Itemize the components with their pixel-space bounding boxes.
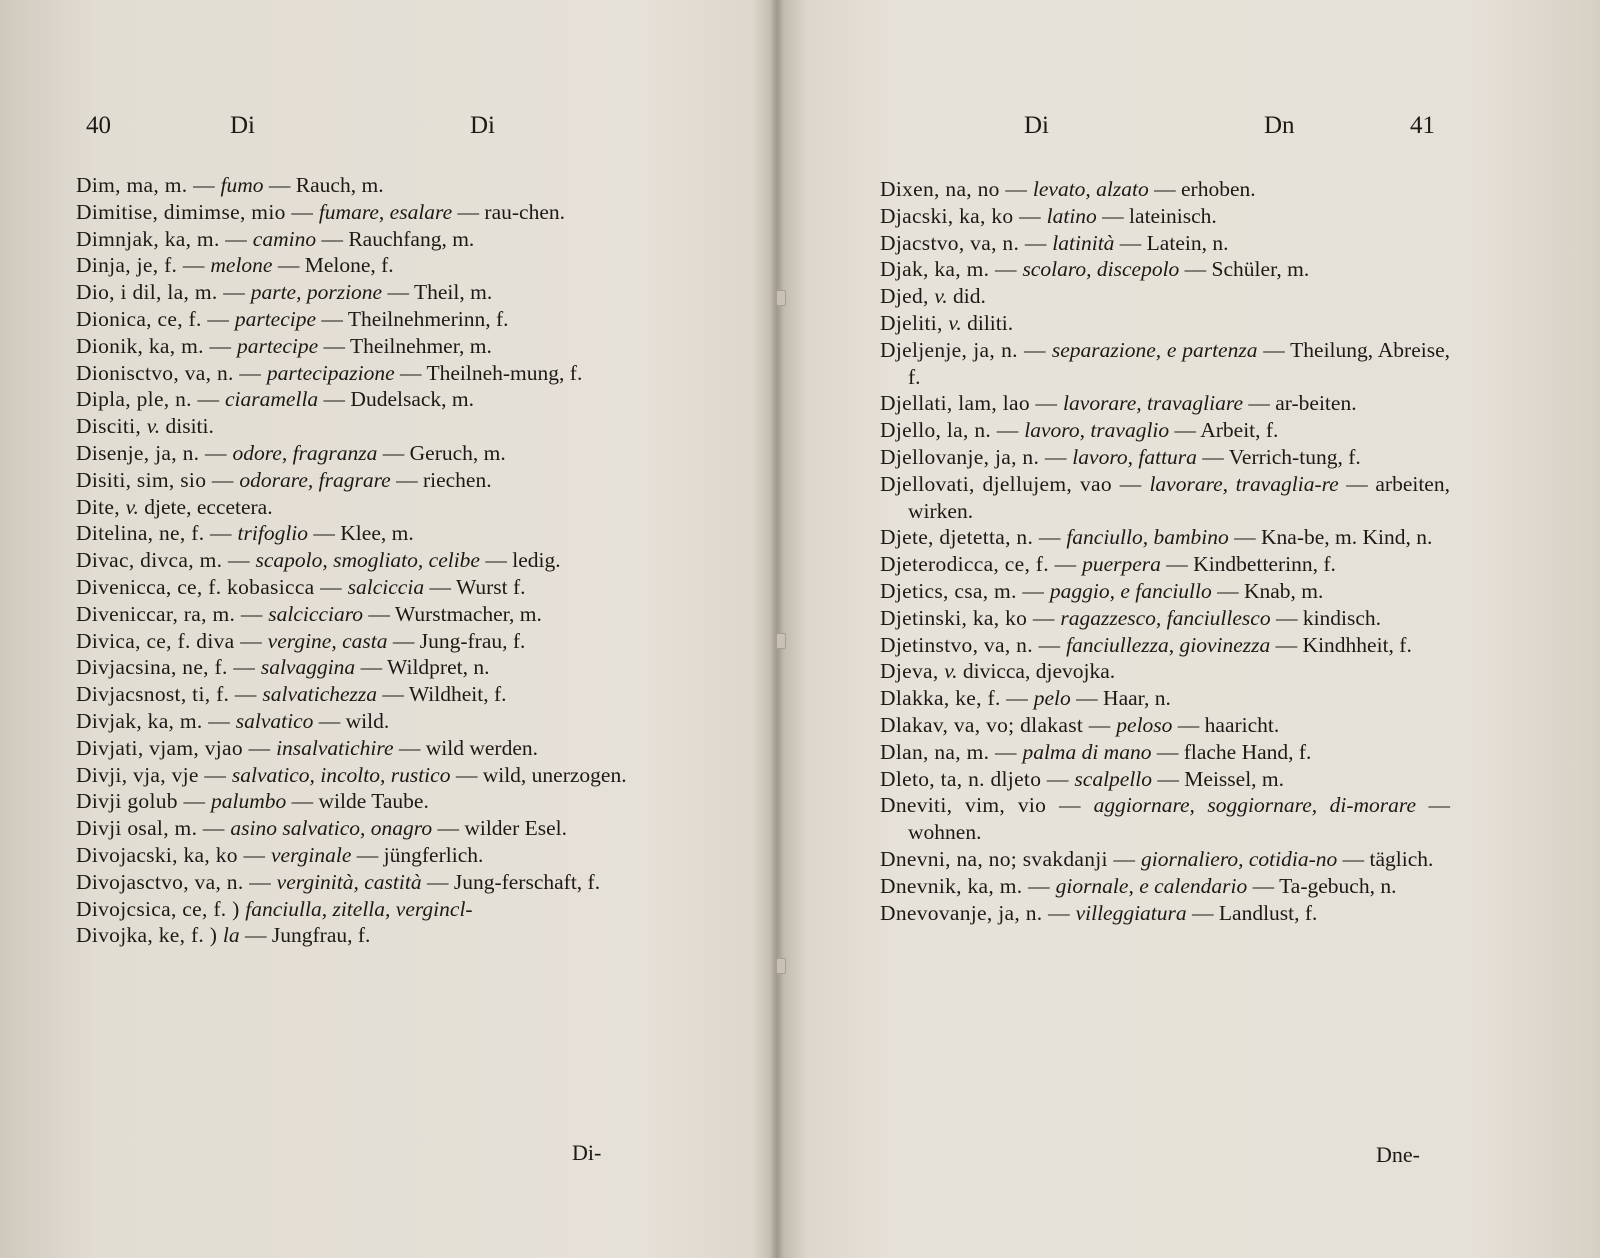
entry-headword: Dimitise, dimimse, mio — bbox=[76, 199, 319, 224]
entry-headword: Dlan, na, m. — bbox=[880, 739, 1023, 764]
dictionary-entry bbox=[880, 766, 1450, 793]
entry-german-gloss: diliti. bbox=[961, 310, 1014, 335]
catchword: Dne- bbox=[1376, 1142, 1420, 1167]
entry-headword: Djetinski, ka, ko — bbox=[880, 605, 1061, 630]
page-number: 40 bbox=[86, 112, 111, 139]
dictionary-entry bbox=[76, 494, 648, 521]
entry-headword: Djete, djetetta, n. — bbox=[880, 525, 1067, 550]
entry-headword: Dim, ma, m. — bbox=[76, 173, 221, 197]
entry-headword: Dixen, na, no — bbox=[880, 177, 1033, 201]
entry-headword: Dinja, je, f. — bbox=[76, 253, 211, 278]
entry-italian-gloss: v. bbox=[944, 659, 958, 684]
entry-italian-gloss: pelo bbox=[1033, 686, 1071, 711]
entry-headword: Disciti, bbox=[76, 414, 147, 439]
dictionary-entry bbox=[880, 658, 1450, 685]
entry-italian-gloss: puerpera bbox=[1082, 552, 1161, 577]
entry-italian-gloss: v. bbox=[125, 494, 139, 519]
dictionary-entry bbox=[76, 279, 648, 306]
entry-italian-gloss: villeggiatura bbox=[1075, 900, 1187, 925]
entry-italian-gloss: melone bbox=[210, 253, 273, 278]
entry-headword: Djellovati, djellujem, vao — bbox=[880, 471, 1150, 496]
entry-italian-gloss: v. bbox=[934, 284, 948, 309]
entry-headword: Djetics, csa, m. — bbox=[880, 578, 1050, 603]
dictionary-entry bbox=[76, 386, 648, 413]
entry-headword: Dionik, ka, m. — bbox=[76, 333, 237, 358]
dictionary-entry bbox=[76, 842, 648, 869]
entry-german-gloss: — Kindhheit, f. bbox=[1270, 632, 1412, 657]
entry-italian-gloss: levato, alzato bbox=[1032, 177, 1149, 201]
entry-headword: Djeljenje, ja, n. — bbox=[880, 337, 1052, 362]
entry-german-gloss: — Theilneh-mung, f. bbox=[394, 360, 583, 385]
entry-german-gloss: — Melone, f. bbox=[272, 253, 394, 278]
entry-german-gloss: — wild werden. bbox=[393, 735, 539, 760]
page-number: 41 bbox=[1410, 112, 1435, 139]
entry-german-gloss: — Wildheit, f. bbox=[377, 682, 507, 707]
entry-italian-gloss: aggiornare, soggiornare, di-morare bbox=[1093, 793, 1416, 818]
dictionary-entry bbox=[76, 547, 648, 574]
entry-german-gloss: — täglich. bbox=[1337, 846, 1434, 871]
dictionary-entry bbox=[880, 310, 1450, 337]
entry-german-gloss: — Dudelsack, m. bbox=[318, 387, 475, 412]
running-head-right: Dn bbox=[1264, 112, 1295, 139]
dictionary-entry bbox=[76, 172, 648, 199]
entry-italian-gloss: v. bbox=[146, 414, 161, 439]
entry-headword: Divenicca, ce, f. kobasicca — bbox=[76, 574, 348, 599]
entry-german-gloss: — Rauchfang, m. bbox=[316, 226, 475, 251]
book-gutter bbox=[770, 0, 784, 1258]
dictionary-entry bbox=[880, 256, 1450, 283]
dictionary-entry bbox=[76, 413, 648, 440]
entry-german-gloss: — lateinisch. bbox=[1096, 203, 1217, 228]
entry-italian-gloss: latino bbox=[1046, 203, 1097, 228]
entry-german-gloss: — Jungfrau, f. bbox=[239, 923, 371, 948]
dictionary-entry bbox=[880, 605, 1450, 632]
entry-german-gloss: — ledig. bbox=[479, 548, 561, 573]
entry-german-gloss: — Geruch, m. bbox=[377, 440, 506, 465]
entry-headword: Djeliti, bbox=[880, 310, 949, 335]
dictionary-entry bbox=[880, 712, 1450, 739]
entry-italian-gloss: v. bbox=[948, 310, 962, 335]
entry-italian-gloss: salvatichezza bbox=[262, 682, 378, 707]
entry-headword: Divji osal, m. — bbox=[76, 816, 231, 841]
entry-italian-gloss: peloso bbox=[1116, 712, 1173, 737]
dictionary-entry bbox=[880, 203, 1450, 230]
entry-italian-gloss: parte, porzione bbox=[250, 280, 383, 305]
entry-german-gloss: — Latein, n. bbox=[1114, 230, 1229, 255]
entry-italian-gloss: lavorare, travaglia-re bbox=[1149, 471, 1339, 496]
dictionary-entry bbox=[76, 360, 648, 387]
dictionary-entry bbox=[76, 681, 648, 708]
entry-headword: Djed, bbox=[880, 284, 935, 309]
dictionary-entry bbox=[76, 467, 648, 494]
dictionary-entry bbox=[880, 390, 1450, 417]
entry-italian-gloss: la bbox=[222, 923, 240, 948]
entry-german-gloss: — Landlust, f. bbox=[1186, 900, 1318, 925]
entry-italian-gloss: separazione, e partenza bbox=[1051, 337, 1258, 362]
dictionary-entry bbox=[880, 632, 1450, 659]
dictionary-entry bbox=[880, 176, 1450, 203]
dictionary-entry bbox=[76, 333, 648, 360]
right-page-header bbox=[784, 112, 1600, 152]
entry-italian-gloss: lavoro, travaglio bbox=[1024, 418, 1170, 443]
entry-italian-gloss: salciccia bbox=[347, 574, 425, 599]
entry-headword: Djeterodicca, ce, f. — bbox=[880, 552, 1083, 577]
dictionary-entry bbox=[76, 735, 648, 762]
entry-headword: Divojacski, ka, ko — bbox=[76, 842, 271, 867]
entry-german-gloss: — Haar, n. bbox=[1070, 686, 1171, 711]
entry-headword: Ditelina, ne, f. — bbox=[76, 521, 238, 546]
entry-german-gloss: — wild. bbox=[313, 708, 390, 733]
entry-italian-gloss: trifoglio bbox=[237, 521, 309, 546]
dictionary-entry bbox=[76, 896, 648, 923]
entry-italian-gloss: fumare, esalare bbox=[318, 199, 453, 224]
dictionary-entry bbox=[76, 788, 648, 815]
entry-german-gloss: — wilder Esel. bbox=[432, 816, 568, 841]
entry-german-gloss: — jüngferlich. bbox=[351, 842, 484, 867]
entry-german-gloss: did. bbox=[947, 284, 986, 309]
entry-german-gloss: — erhoben. bbox=[1148, 177, 1256, 201]
entry-italian-gloss: giornale, e calendario bbox=[1055, 873, 1248, 898]
entry-italian-gloss: salvaggina bbox=[260, 655, 356, 680]
entry-italian-gloss: salvatico bbox=[235, 708, 314, 733]
dictionary-entry bbox=[76, 708, 648, 735]
dictionary-entry bbox=[76, 815, 648, 842]
dictionary-entry bbox=[76, 869, 648, 896]
entry-german-gloss: — ar-beiten. bbox=[1242, 391, 1357, 416]
dictionary-entry bbox=[880, 792, 1450, 846]
dictionary-entry bbox=[880, 337, 1450, 391]
entry-italian-gloss: lavoro, fattura bbox=[1072, 444, 1197, 469]
entry-german-gloss: — rau-chen. bbox=[452, 199, 565, 224]
entry-headword: Divji golub — bbox=[76, 789, 211, 814]
entry-italian-gloss: odorare, fragrare bbox=[239, 467, 391, 492]
dictionary-entry bbox=[880, 444, 1450, 471]
dictionary-entry bbox=[76, 922, 648, 949]
entry-italian-gloss: salcicciaro bbox=[268, 601, 364, 626]
dictionary-entry bbox=[76, 628, 648, 655]
entry-italian-gloss: partecipe bbox=[234, 306, 317, 331]
dictionary-entry bbox=[76, 440, 648, 467]
entry-italian-gloss: verginale bbox=[271, 842, 352, 867]
entry-headword: Djello, la, n. — bbox=[880, 418, 1025, 443]
entry-italian-gloss: latinità bbox=[1052, 230, 1115, 255]
entry-headword: Djellovanje, ja, n. — bbox=[880, 444, 1073, 469]
entry-italian-gloss: palma di mano bbox=[1022, 739, 1152, 764]
dictionary-entry bbox=[76, 252, 648, 279]
entry-headword: Dite, bbox=[76, 494, 126, 519]
entry-german-gloss: disiti. bbox=[160, 414, 214, 439]
entry-headword: Djellati, lam, lao — bbox=[880, 391, 1064, 416]
running-head-left: Di bbox=[1024, 112, 1049, 139]
entry-italian-gloss: fanciullo, bambino bbox=[1066, 525, 1229, 550]
entry-headword: Divjacsnost, ti, f. — bbox=[76, 682, 263, 707]
dictionary-entry bbox=[880, 846, 1450, 873]
running-head-left: Di bbox=[230, 112, 255, 139]
entry-headword: Dnevovanje, ja, n. — bbox=[880, 900, 1076, 925]
right-entry-list bbox=[880, 176, 1450, 926]
entry-german-gloss: — kindisch. bbox=[1270, 605, 1382, 630]
entry-german-gloss: — Wurstmacher, m. bbox=[363, 601, 542, 626]
entry-german-gloss: — Kna-be, m. Kind, n. bbox=[1228, 525, 1433, 550]
entry-italian-gloss: scapolo, smogliato, celibe bbox=[255, 548, 480, 573]
dictionary-entry bbox=[880, 283, 1450, 310]
entry-german-gloss: — wohnen. bbox=[908, 793, 1450, 845]
entry-german-gloss: — flache Hand, f. bbox=[1151, 739, 1312, 764]
entry-headword: Djacstvo, va, n. — bbox=[880, 230, 1053, 255]
entry-italian-gloss: fanciulla, zitella, vergincl- bbox=[245, 896, 473, 921]
dictionary-entry bbox=[76, 601, 648, 628]
entry-headword: Divji, vja, vje — bbox=[76, 762, 232, 787]
entry-italian-gloss: partecipazione bbox=[266, 360, 395, 385]
entry-italian-gloss: ciaramella bbox=[225, 387, 319, 412]
entry-headword: Divojasctvo, va, n. — bbox=[76, 869, 277, 894]
left-page bbox=[0, 0, 770, 1258]
entry-german-gloss: — wild, unerzogen. bbox=[450, 762, 627, 787]
dictionary-entry bbox=[76, 226, 648, 253]
entry-headword: Dlakav, va, vo; dlakast — bbox=[880, 712, 1117, 737]
dictionary-entry bbox=[76, 306, 648, 333]
entry-german-gloss: — haaricht. bbox=[1172, 712, 1280, 737]
entry-german-gloss: — wilde Taube. bbox=[286, 789, 429, 814]
dictionary-entry bbox=[76, 199, 648, 226]
entry-italian-gloss: salvatico, incolto, rustico bbox=[231, 762, 451, 787]
entry-headword: Dnevni, na, no; svakdanji — bbox=[880, 846, 1141, 871]
entry-italian-gloss: asino salvatico, onagro bbox=[230, 816, 433, 841]
entry-german-gloss: — Theilnehmerinn, f. bbox=[316, 306, 509, 331]
entry-headword: Divojcsica, ce, f. ) bbox=[76, 896, 246, 921]
dictionary-entry bbox=[880, 230, 1450, 257]
entry-italian-gloss: vergine, casta bbox=[267, 628, 388, 653]
entry-german-gloss: — Arbeit, f. bbox=[1169, 418, 1279, 443]
entry-headword: Dleto, ta, n. dljeto — bbox=[880, 766, 1075, 791]
entry-headword: Dnevnik, ka, m. — bbox=[880, 873, 1056, 898]
dictionary-entry bbox=[880, 417, 1450, 444]
entry-italian-gloss: scolaro, discepolo bbox=[1022, 257, 1180, 282]
entry-german-gloss: — Jung-ferschaft, f. bbox=[421, 869, 601, 894]
dictionary-entry bbox=[76, 654, 648, 681]
dictionary-entry bbox=[880, 685, 1450, 712]
entry-headword: Diveniccar, ra, m. — bbox=[76, 601, 269, 626]
entry-headword: Divjacsina, ne, f. — bbox=[76, 655, 261, 680]
dictionary-entry bbox=[76, 574, 648, 601]
entry-headword: Djeva, bbox=[880, 659, 945, 684]
dictionary-entry bbox=[880, 471, 1450, 525]
entry-german-gloss: djete, eccetera. bbox=[138, 494, 273, 519]
dictionary-entry bbox=[880, 578, 1450, 605]
entry-headword: Dionisctvo, va, n. — bbox=[76, 360, 267, 385]
entry-italian-gloss: insalvatichire bbox=[276, 735, 394, 760]
entry-italian-gloss: fanciullezza, giovinezza bbox=[1066, 632, 1271, 657]
entry-italian-gloss: fumo bbox=[220, 173, 264, 197]
entry-german-gloss: — Verrich-tung, f. bbox=[1196, 444, 1361, 469]
entry-headword: Divac, divca, m. — bbox=[76, 548, 256, 573]
entry-italian-gloss: odore, fragranza bbox=[232, 440, 378, 465]
entry-german-gloss: — Meissel, m. bbox=[1152, 766, 1285, 791]
entry-german-gloss: — Theil, m. bbox=[382, 280, 493, 305]
entry-headword: Disiti, sim, sio — bbox=[76, 467, 240, 492]
entry-german-gloss: — Kindbetterinn, f. bbox=[1160, 552, 1336, 577]
entry-german-gloss: — Wurst f. bbox=[424, 574, 526, 599]
entry-italian-gloss: partecipe bbox=[236, 333, 319, 358]
entry-headword: Djetinstvo, va, n. — bbox=[880, 632, 1067, 657]
entry-italian-gloss: palumbo bbox=[211, 789, 287, 814]
entry-headword: Djak, ka, m. — bbox=[880, 257, 1023, 282]
entry-headword: Djacski, ka, ko — bbox=[880, 203, 1047, 228]
entry-headword: Divjak, ka, m. — bbox=[76, 708, 236, 733]
entry-german-gloss: — Rauch, m. bbox=[263, 173, 384, 197]
entry-german-gloss: — Theilung, Abreise, f. bbox=[908, 337, 1450, 389]
entry-headword: Dimnjak, ka, m. — bbox=[76, 226, 253, 251]
left-entry-list bbox=[76, 172, 648, 949]
entry-headword: Dipla, ple, n. — bbox=[76, 387, 226, 412]
entry-headword: Disenje, ja, n. — bbox=[76, 440, 233, 465]
entry-german-gloss: — Jung-frau, f. bbox=[387, 628, 526, 653]
entry-german-gloss: divicca, djevojka. bbox=[957, 659, 1116, 684]
entry-italian-gloss: verginità, castità bbox=[276, 869, 422, 894]
entry-italian-gloss: lavorare, travagliare bbox=[1063, 391, 1243, 416]
entry-italian-gloss: giornaliero, cotidia-no bbox=[1140, 846, 1338, 871]
entry-headword: Divica, ce, f. diva — bbox=[76, 628, 268, 653]
entry-german-gloss: — Theilnehmer, m. bbox=[318, 333, 492, 358]
entry-german-gloss: — arbeiten, wirken. bbox=[908, 471, 1450, 523]
entry-german-gloss: — Ta-gebuch, n. bbox=[1247, 873, 1397, 898]
entry-italian-gloss: camino bbox=[252, 226, 317, 251]
dictionary-entry bbox=[880, 739, 1450, 766]
dictionary-entry bbox=[880, 551, 1450, 578]
dictionary-entry bbox=[76, 762, 648, 789]
entry-german-gloss: — Schüler, m. bbox=[1179, 257, 1310, 282]
dictionary-entry bbox=[880, 873, 1450, 900]
entry-headword: Divojka, ke, f. ) bbox=[76, 923, 223, 948]
entry-german-gloss: — Wildpret, n. bbox=[355, 655, 490, 680]
entry-german-gloss: — Klee, m. bbox=[308, 521, 414, 546]
dictionary-entry bbox=[76, 520, 648, 547]
entry-headword: Dlakka, ke, f. — bbox=[880, 686, 1034, 711]
entry-headword: Dio, i dil, la, m. — bbox=[76, 280, 251, 305]
entry-headword: Dneviti, vim, vio — bbox=[880, 793, 1094, 818]
catchword: Di- bbox=[572, 1140, 602, 1165]
entry-german-gloss: — Knab, m. bbox=[1211, 578, 1324, 603]
entry-italian-gloss: scalpello bbox=[1074, 766, 1153, 791]
entry-german-gloss: — riechen. bbox=[390, 467, 492, 492]
dictionary-entry bbox=[880, 900, 1450, 927]
entry-italian-gloss: ragazzesco, fanciullesco bbox=[1060, 605, 1271, 630]
entry-headword: Dionica, ce, f. — bbox=[76, 306, 235, 331]
dictionary-entry bbox=[880, 524, 1450, 551]
entry-headword: Divjati, vjam, vjao — bbox=[76, 735, 277, 760]
left-page-header bbox=[0, 112, 770, 152]
running-head-right: Di bbox=[470, 112, 495, 139]
entry-italian-gloss: paggio, e fanciullo bbox=[1049, 578, 1212, 603]
